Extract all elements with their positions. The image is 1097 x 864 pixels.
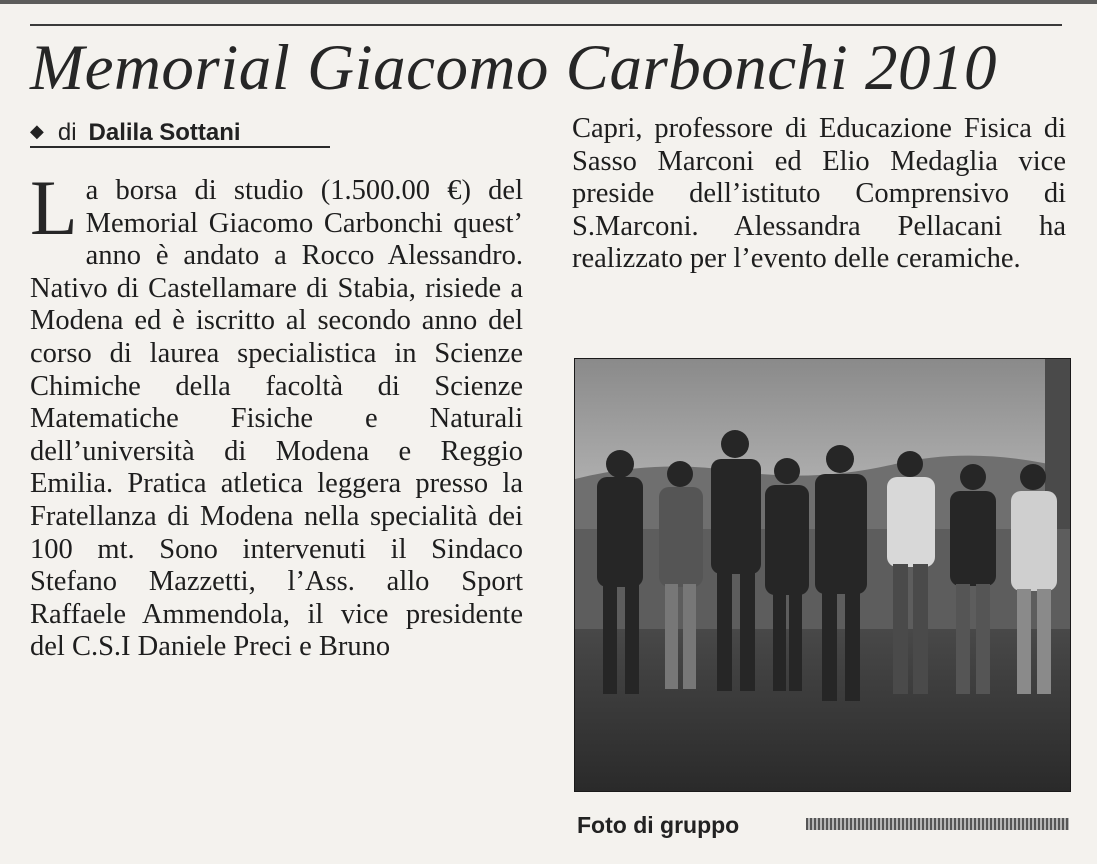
group-photo-image <box>575 359 1070 791</box>
photo-caption: Foto di gruppo <box>577 812 740 838</box>
caption-decorative-bar <box>806 818 1069 830</box>
diamond-bullet-icon: ◆ <box>30 121 44 141</box>
header-rule <box>30 24 1062 26</box>
article-column-left <box>30 164 523 664</box>
byline-prefix: di <box>57 119 77 146</box>
byline <box>30 114 241 148</box>
byline-underline <box>30 146 330 148</box>
article-body-right: Capri, professore di Educazione Fisica di Sasso Marconi ed Elio Medaglia vice preside dell’istituto Comprensivo di S.Marconi. Alessandra Pellacani ha realizzato per l’evento delle ceramiche. <box>572 113 1066 275</box>
byline-author: Dalila Sottani <box>88 119 241 146</box>
group-photo <box>574 358 1071 792</box>
article-body-left: a borsa di studio (1.500.00 €) del Memorial Giacomo Carbonchi quest’ anno è andato a Rocco Alessandro. Nativo di Castellamare di Stabia, risiede a Modena ed è iscritto al secondo anno del corso di laurea specialistica in Scienze Chimiche della facoltà di Scienze Matematiche Fisiche e Naturali dell’università di Modena e Reggio Emilia. Pratica atletica leggera presso la Fratellanza di Modena nella specialità dei 100 mt. Sono intervenuti il Sindaco Stefano Mazzetti, l’Ass. allo Sport Raffaele Ammendola, il vice presidente del C.S.I Daniele Preci e Bruno <box>30 175 523 663</box>
previous-page-edge <box>0 0 1097 8</box>
article-title: Memorial Giacomo Carbonchi 2010 <box>30 32 997 104</box>
article-column-right <box>572 113 1066 276</box>
drop-cap: L <box>30 164 78 251</box>
